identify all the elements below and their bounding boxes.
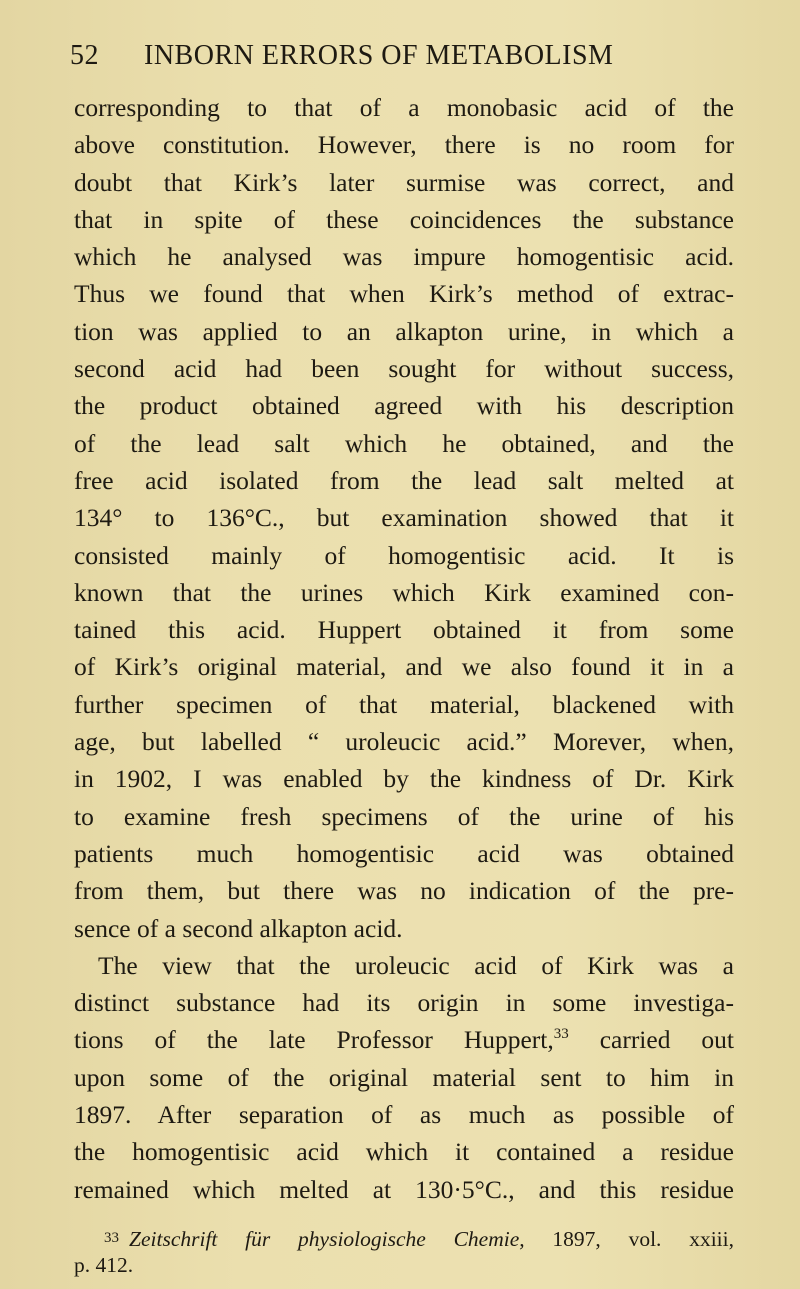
text-line: that in spite of these coincidences the substance: [74, 204, 734, 234]
text-line: free acid isolated from the lead salt melted at: [74, 465, 734, 495]
text-line: the product obtained agreed with his description: [74, 391, 734, 421]
text-line: the homogentisic acid which it contained a residue: [74, 1137, 734, 1167]
text-line: corresponding to that of a monobasic acid of the: [74, 93, 734, 122]
text-line: sence of a second alkapton acid.: [74, 913, 403, 943]
text-segment: tions of the late Professor Huppert,: [74, 1025, 554, 1055]
text-line: tained this acid. Huppert obtained it from some: [74, 615, 734, 645]
text-line: from them, but there was no indication of the pre-: [74, 876, 734, 906]
text-line: 134° to 136°C., but examination showed that it: [74, 503, 734, 533]
text-line: consisted mainly of homogentisic acid. It is: [74, 540, 734, 570]
footnote-reference: 33: [553, 1026, 569, 1043]
text-line: upon some of the original material sent to him in: [74, 1062, 734, 1092]
footnote: [74, 1225, 734, 1279]
text-line-with-reference: [74, 1021, 734, 1058]
footnote-page: p. 412.: [74, 1253, 134, 1277]
page-header: [70, 40, 730, 80]
text-line: doubt that Kirk’s later surmise was correct, and: [74, 167, 734, 197]
paragraph-start-line: The view that the uroleucic acid of Kirk was a: [98, 950, 734, 980]
running-head: INBORN ERRORS OF METABOLISM: [144, 40, 614, 71]
text-line: in 1902, I was enabled by the kindness of Dr. Kirk: [74, 764, 734, 794]
text-line: distinct substance had its origin in some investiga-: [74, 988, 734, 1018]
text-line: age, but labelled “ uroleucic acid.” Morever, when,: [74, 727, 734, 757]
text-line: patients much homogentisic acid was obtained: [74, 838, 734, 868]
text-line: which he analysed was impure homogentisic acid.: [74, 242, 734, 272]
text-line: Thus we found that when Kirk’s method of extrac-: [74, 279, 734, 309]
text-line: to examine fresh specimens of the urine of his: [74, 801, 734, 831]
text-line: above constitution. However, there is no room for: [74, 130, 734, 160]
text-line: tion was applied to an alkapton urine, in which a: [74, 316, 734, 346]
body-text: [74, 89, 734, 1208]
footnote-details: 1897, vol. xxiii,: [552, 1227, 734, 1251]
text-line: further specimen of that material, blackened with: [74, 689, 734, 719]
text-line: 1897. After separation of as much as possible of: [74, 1100, 734, 1130]
text-line: known that the urines which Kirk examined con-: [74, 577, 734, 607]
text-line: second acid had been sought for without success,: [74, 354, 734, 384]
footnote-journal-title: Zeitschrift für physiologische Chemie,: [129, 1227, 525, 1251]
text-line: of the lead salt which he obtained, and the: [74, 428, 734, 458]
text-line: of Kirk’s original material, and we also found it in a: [74, 652, 734, 682]
footnote-marker: 33: [104, 1230, 119, 1246]
text-line: remained which melted at 130·5°C., and this residue: [74, 1174, 734, 1204]
page-number: 52: [70, 40, 99, 71]
text-segment: carried out: [568, 1025, 734, 1055]
footnote-line: [74, 1225, 734, 1252]
